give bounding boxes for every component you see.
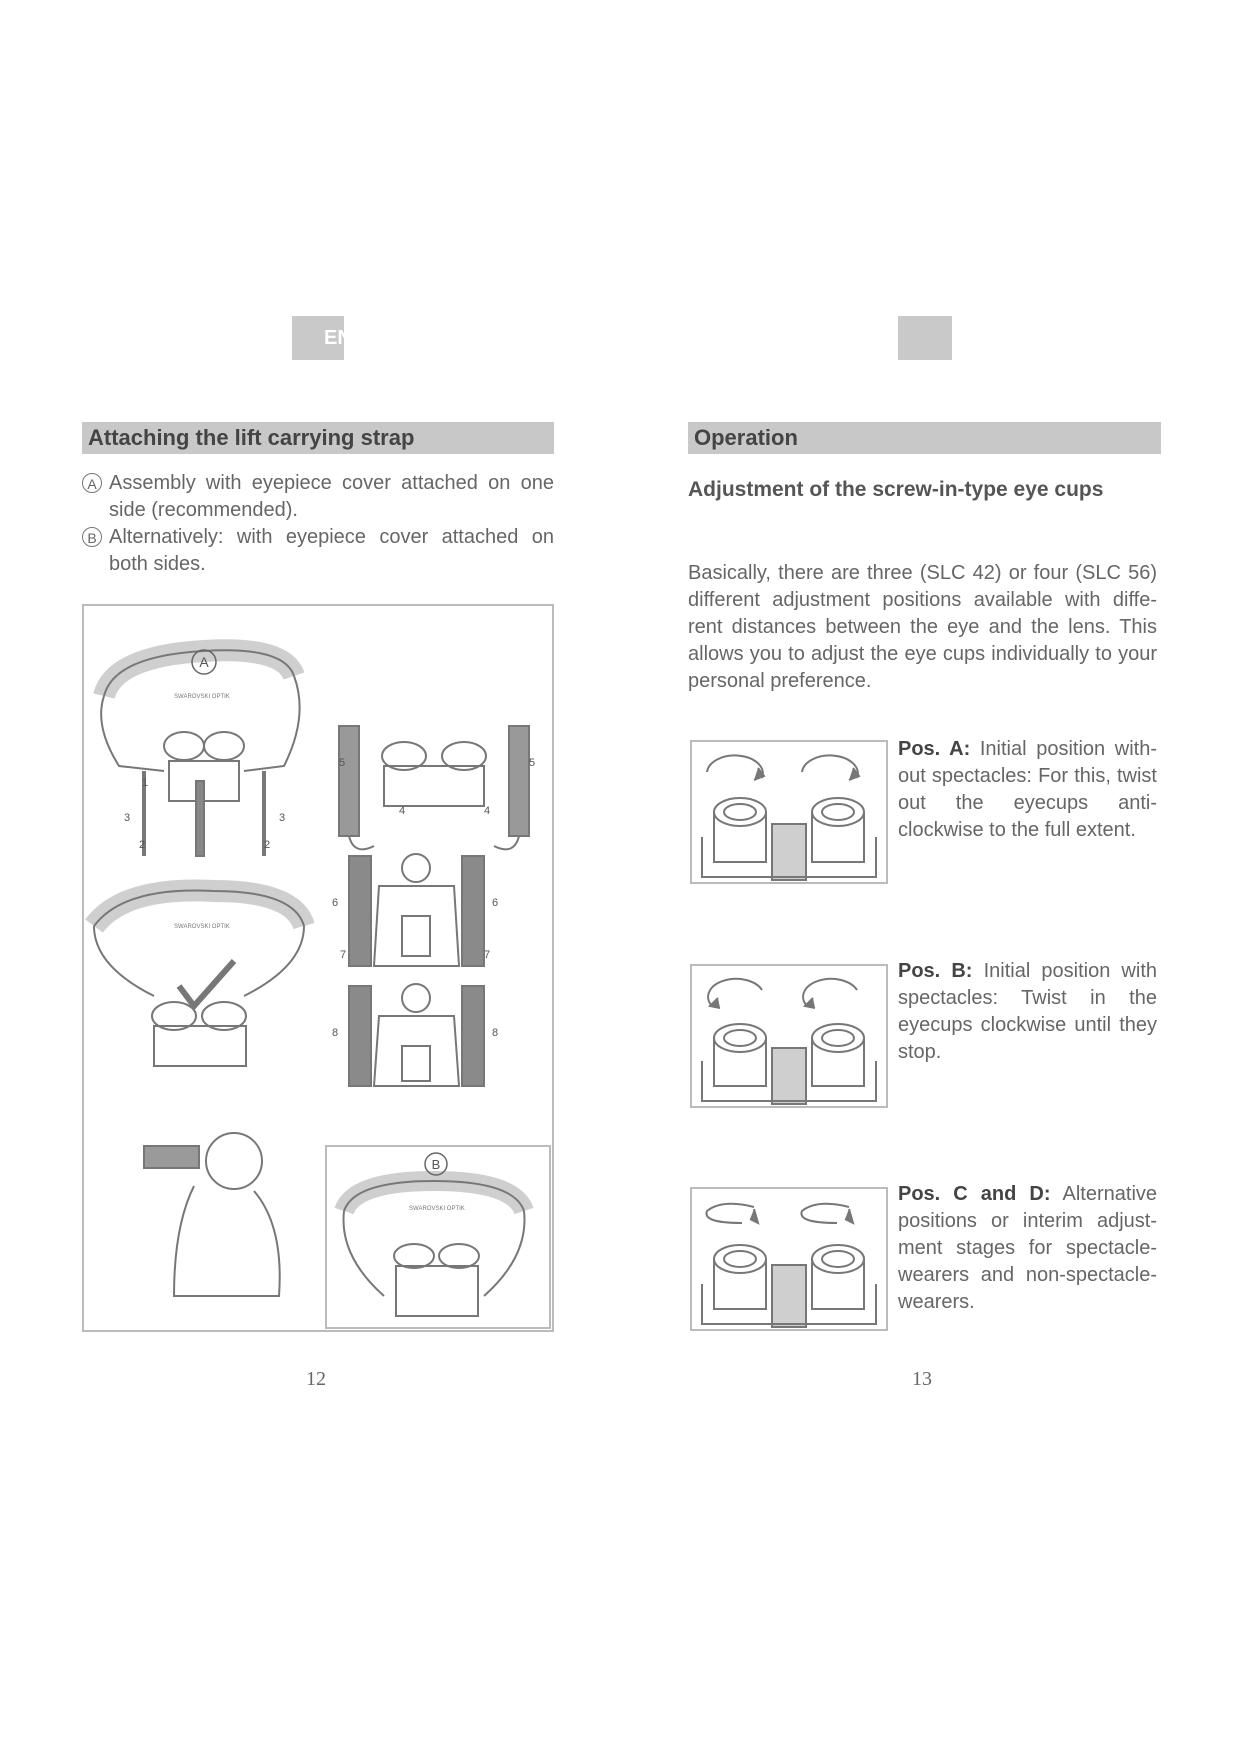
- strap-illustration: [84, 606, 552, 1330]
- label-1: 1: [142, 777, 149, 789]
- label-4-left: 4: [399, 805, 406, 817]
- strap-brand-a: SWAROVSKI OPTIK: [174, 694, 230, 700]
- label-3-left: 3: [124, 812, 131, 824]
- label-4-right: 4: [484, 805, 491, 817]
- intro-paragraph: Basically, there are three (SLC 42) or four (SLC 56) different adjustment positions available with diffe-rent distances between the eye and the lens. This allows you to adjust the eye cups individually to your personal preference.: [688, 562, 1157, 692]
- marker-a: A: [82, 473, 102, 493]
- label-2-right: 2: [264, 839, 271, 851]
- pos-b-text: Initial position with spectacles: Twist in the eyecups clockwise until they stop.: [898, 960, 1157, 1063]
- strap-diagram-check: [94, 890, 304, 1066]
- strap-brand-check: SWAROVSKI OPTIK: [174, 924, 230, 930]
- eyecup-figure-pos-a: [690, 740, 888, 884]
- label-7-left: 7: [340, 949, 347, 961]
- pos-c-d-description: [898, 1181, 1157, 1316]
- label-3-right: 3: [279, 812, 286, 824]
- wearing-diagram: [349, 854, 484, 1086]
- label-5-right: 5: [529, 757, 536, 769]
- attach-diagram: [339, 726, 529, 849]
- section-title-operation: Operation: [688, 422, 1161, 454]
- item-b-text: Alternatively: with eyepiece cover attached on both sides.: [109, 526, 554, 575]
- label-8-right: 8: [492, 1027, 499, 1039]
- pos-a-description: [898, 736, 1157, 844]
- list-item: [82, 524, 554, 578]
- page-number-right: 13: [912, 1368, 932, 1390]
- label-5-left: 5: [339, 757, 346, 769]
- page-number-left: 12: [306, 1368, 326, 1390]
- pos-a-label: Pos. A:: [898, 738, 971, 760]
- strap-diagram-b: [344, 1181, 525, 1316]
- label-2-left: 2: [139, 839, 146, 851]
- eyecup-figure-pos-b: [690, 964, 888, 1108]
- section-title-strap: Attaching the lift carrying strap: [82, 422, 554, 454]
- language-tab: EN: [292, 316, 344, 360]
- strap-options-list: [82, 470, 554, 578]
- list-item: [82, 470, 554, 524]
- header-tab-right: [898, 316, 952, 360]
- pos-b-label: Pos. B:: [898, 960, 973, 982]
- pos-c-d-label: Pos. C and D:: [898, 1183, 1051, 1205]
- label-6-left: 6: [332, 897, 339, 909]
- label-7-right: 7: [484, 949, 491, 961]
- strap-assembly-figure: [82, 604, 554, 1332]
- label-a: A: [199, 654, 209, 670]
- marker-b: B: [82, 527, 102, 547]
- pos-c-d-text: Alternative positions or interim adjust-ment stages for spectacle-wearers and non-spectacle-wearers.: [898, 1183, 1158, 1313]
- label-b: B: [431, 1157, 441, 1172]
- pos-a-text: Initial position with-out spectacles: For this, twist out the eyecups anti-clockwise to the full extent.: [898, 738, 1157, 841]
- strap-brand-b: SWAROVSKI OPTIK: [409, 1206, 465, 1212]
- person-viewing-diagram: [144, 1133, 280, 1296]
- label-6-right: 6: [492, 897, 499, 909]
- subheading-eye-cups: Adjustment of the screw-in-type eye cups: [688, 478, 1104, 501]
- strap-diagram-a: [101, 650, 299, 856]
- label-8-left: 8: [332, 1027, 339, 1039]
- item-a-text: Assembly with eyepiece cover attached on one side (recommended).: [109, 472, 554, 521]
- eyecup-figure-pos-c-d: [690, 1187, 888, 1331]
- pos-b-description: [898, 958, 1157, 1066]
